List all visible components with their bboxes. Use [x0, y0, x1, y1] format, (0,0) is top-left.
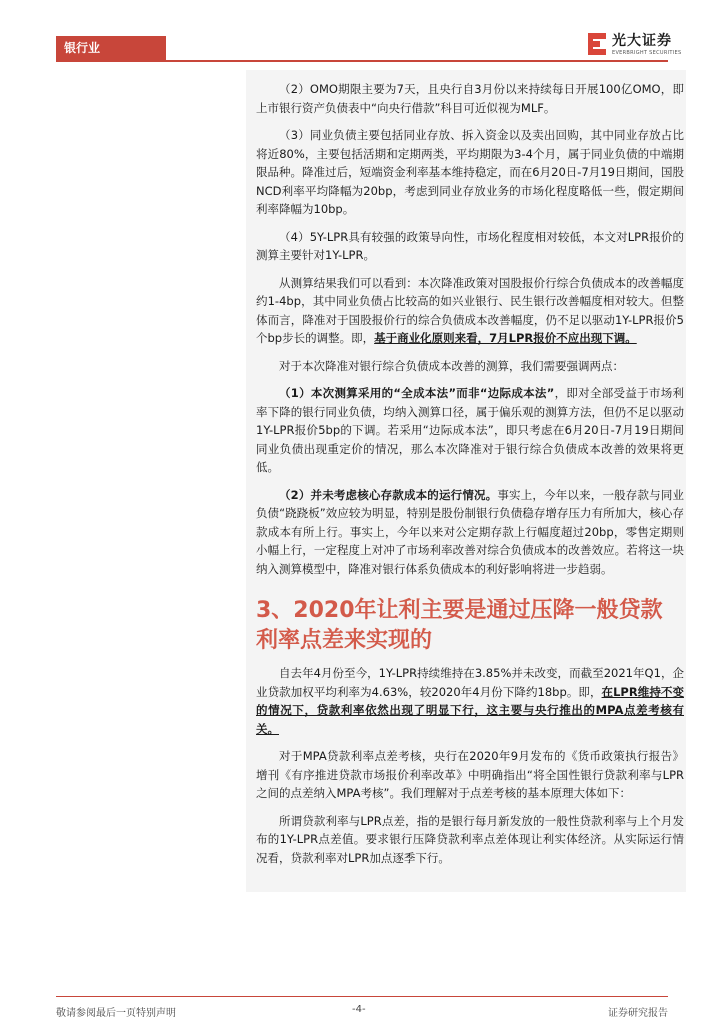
- point-1-heading: （1）本次测算采用的“全成本法”而非“边际成本法”: [279, 386, 555, 400]
- footer-report-type: 证券研究报告: [608, 1008, 668, 1019]
- section-title: 3、2020年让利主要是通过压降一般贷款利率点差来实现的: [256, 598, 663, 653]
- paragraph-two-points: 对于本次降准对银行综合负债成本改善的测算，我们需要强调两点：: [279, 358, 624, 373]
- paragraph-lpr-text: 自去年4月份至今，1Y-LPR持续维持在3.85%并未改变，而截至2021年Q1，企业贷款加权平均利率为4.63%，较2020年4月份下降约18bp。即，: [256, 666, 684, 699]
- body-text-bottom: [256, 664, 684, 876]
- page-footer: [0, 996, 724, 1024]
- company-logo: [588, 33, 698, 59]
- paragraph-point-1: [256, 384, 684, 477]
- paragraph-spread-definition: 所谓贷款利率与LPR点差，指的是银行每月新发放的一般性贷款利率与上个月发布的1Y-LPR点差值。要求银行压降贷款利率点差体现让利实体经济。从实际运行情况看，贷款利率对LPR加点逐季下行。: [256, 813, 684, 865]
- paragraph-omo: （2）OMO期限主要为7天，且央行自3月份以来持续每日开展100亿OMO，即上市银行资产负债表中“向央行借款”科目可近似视为MLF。: [256, 82, 684, 115]
- paragraph-point-2: [256, 486, 684, 579]
- logo-text-en: EVERBRIGHT SECURITIES: [612, 50, 682, 56]
- footer-divider: [56, 996, 668, 997]
- body-text-top: [256, 80, 684, 587]
- page-header: [0, 0, 724, 72]
- point-2-body: 事实上，今年以来，一般存款与同业负债“跷跷板”效应较为明显，特别是股份制银行负债稳存增存压力有所加大，核心存款成本有所上行。事实上，今年以来对公定期存款上行幅度超过20bp，零售定期则小幅上行，一定程度上对冲了市场利率改善对综合负债成本的改善效应。若将这一块纳入测算模型中，降准对银行体系负债成本的利好影响将进一步趋弱。: [256, 487, 685, 576]
- logo-text-cn: 光大证券: [612, 33, 672, 49]
- header-divider: [56, 60, 668, 62]
- point-1-body: ，即对全部受益于市场利率下降的银行同业负债，均纳入测算口径，属于偏乐观的测算方法，但仍不足以驱动1Y-LPR报价5bp的下调。若采用“边际成本法”，即只考虑在6月20日-7月19日期间同业负债出现重定价的情况，那么本次降准对于银行综合负债成本改善的效果将更低。: [256, 386, 685, 474]
- footer-disclaimer: 敬请参阅最后一页特别声明: [56, 1008, 176, 1019]
- industry-tag: 银行业: [56, 36, 166, 60]
- paragraph-results-conclusion: 基于商业化原则来看，7月LPR报价不应出现下调。: [374, 331, 637, 345]
- logo-mark-icon: [588, 33, 606, 57]
- point-2-heading: （2）并未考虑核心存款成本的运行情况。: [279, 487, 498, 502]
- page-number: -4-: [352, 1004, 366, 1015]
- paragraph-results-text: 从测算结果我们可以看到：本次降准政策对国股报价行综合负债成本的改善幅度约1-4bp，其中同业负债占比较高的如兴业银行、民生银行改善幅度相对较大。但整体而言，降准对于国股报价行的综合负债成本改善幅度，仍不足以驱动1Y-LPR报价5个bp步长的调整。即，: [256, 275, 684, 345]
- paragraph-lpr-unchanged: [256, 664, 684, 738]
- paragraph-lpr-conclusion: 在LPR维持不变的情况下，贷款利率依然出现了明显下行，这主要与央行推出的MPA点差考核有关。: [256, 684, 684, 736]
- paragraph-results: [256, 274, 684, 348]
- paragraph-5y-lpr: （4）5Y-LPR具有较强的政策导向性，市场化程度相对较低，本文对LPR报价的测算主要针对1Y-LPR。: [256, 229, 684, 262]
- paragraph-mpa: 对于MPA贷款利率点差考核，央行在2020年9月发布的《货币政策执行报告》增刊《有序推进贷款市场报价利率改革》中明确指出“将全国性银行贷款利率与LPR之间的点差纳入MPA考核”。我们理解对于点差考核的基本原理大体如下：: [256, 749, 684, 800]
- paragraph-interbank: （3）同业负债主要包括同业存放、拆入资金以及卖出回购，其中同业存放占比将近80%，主要包括活期和定期两类，平均期限为3-4个月，属于同业负债的中端期限品种。降准过后，短端资金利率基本维持稳定，而在6月20日-7月19日期间，国股NCD利率平均降幅为20bp，考虑到同业存放业务的市场化程度略低一些，假定期间利率降幅为10bp。: [256, 128, 684, 216]
